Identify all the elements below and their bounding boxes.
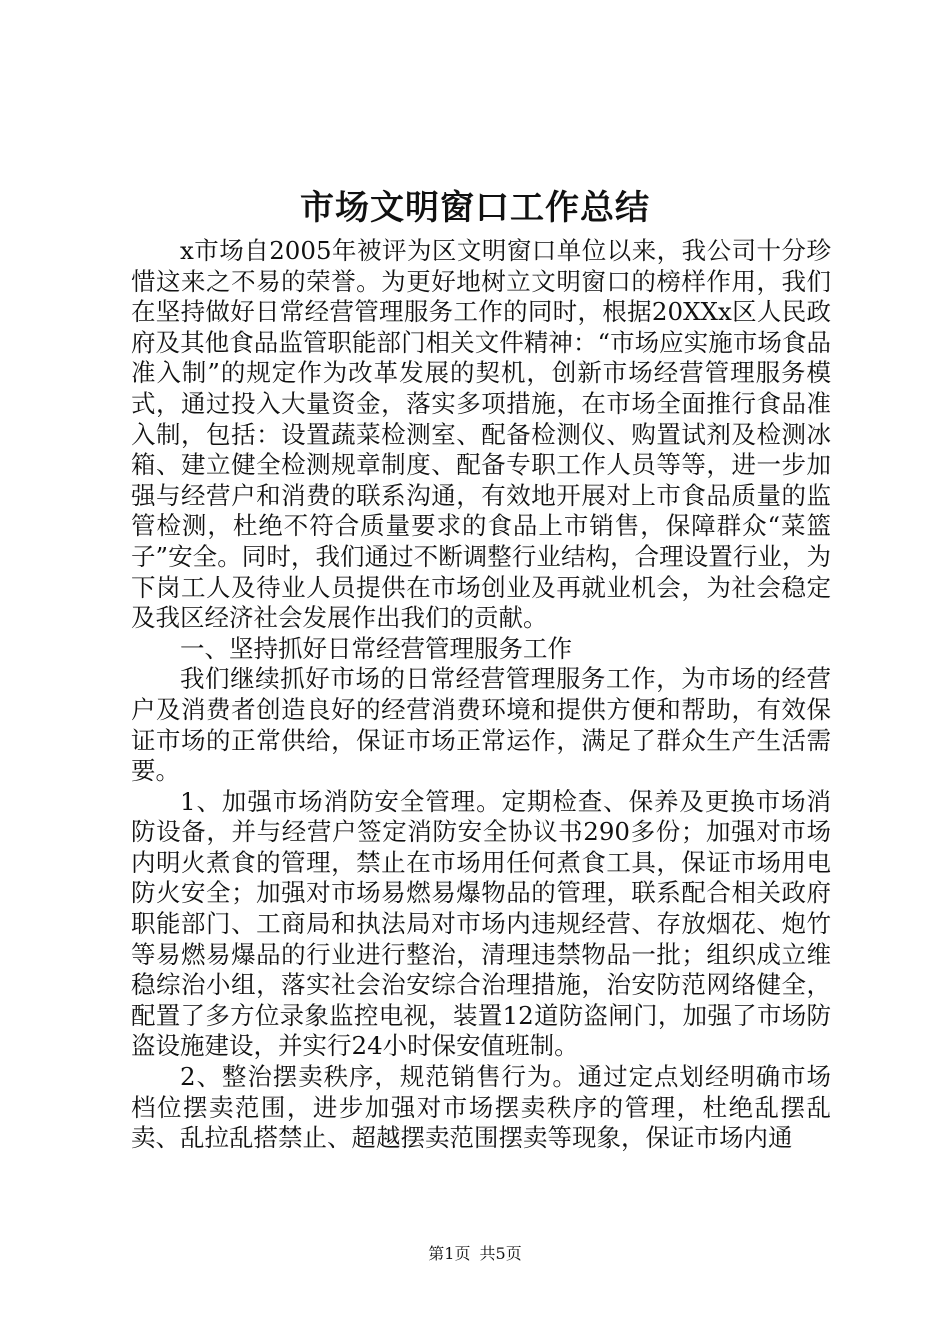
page-footer	[0, 1244, 950, 1264]
paragraph-item-2: 2、整治摆卖秩序，规范销售行为。通过定点划经明确市场档位摆卖范围，进步加强对市场摆卖秩序的管理，杜绝乱摆乱卖、乱拉乱搭禁止、超越摆卖范围摆卖等现象，保证市场内通	[131, 1062, 831, 1153]
page-number: 第1页	[428, 1244, 471, 1263]
paragraph-intro: x市场自2005年被评为区文明窗口单位以来，我公司十分珍惜这来之不易的荣誉。为更好地树立文明窗口的榜样作用，我们在坚持做好日常经营管理服务工作的同时，根据20XXx区人民政府及其他食品监管职能部门相关文件精神：“市场应实施市场食品准入制”的规定作为改革发展的契机，创新市场经营管理服务模式，通过投入大量资金，落实多项措施，在市场全面推行食品准入制，包括：设置蔬菜检测室、配备检测仪、购置试剂及检测冰箱、建立健全检测规章制度、配备专职工作人员等等，进一步加强与经营户和消费的联系沟通，有效地开展对上市食品质量的监管检测，杜绝不符合质量要求的食品上市销售，保障群众“菜篮子”安全。同时，我们通过不断调整行业结构，合理设置行业，为下岗工人及待业人员提供在市场创业及再就业机会，为社会稳定及我区经济社会发展作出我们的贡献。	[131, 236, 831, 633]
paragraph-item-1: 1、加强市场消防安全管理。定期检查、保养及更换市场消防设备，并与经营户签定消防安全协议书290多份；加强对市场内明火煮食的管理，禁止在市场用任何煮食工具，保证市场用电防火安全；加强对市场易燃易爆物品的管理，联系配合相关政府职能部门、工商局和执法局对市场内违规经营、存放烟花、炮竹等易燃易爆品的行业进行整治，清理违禁物品一批；组织成立维稳综治小组，落实社会治安综合治理措施，治安防范网络健全，配置了多方位录象监控电视，装置12道防盗闸门，加强了市场防盗设施建设，并实行24小时保安值班制。	[131, 786, 831, 1061]
page-total: 共5页	[479, 1244, 522, 1263]
document-body	[131, 236, 831, 1154]
paragraph-section-1: 我们继续抓好市场的日常经营管理服务工作，为市场的经营户及消费者创造良好的经营消费环境和提供方便和帮助，有效保证市场的正常供给，保证市场正常运作，满足了群众生产生活需要。	[131, 664, 831, 786]
section-heading-1: 一、坚持抓好日常经营管理服务工作	[180, 633, 572, 663]
document-title: 市场文明窗口工作总结	[300, 188, 650, 228]
